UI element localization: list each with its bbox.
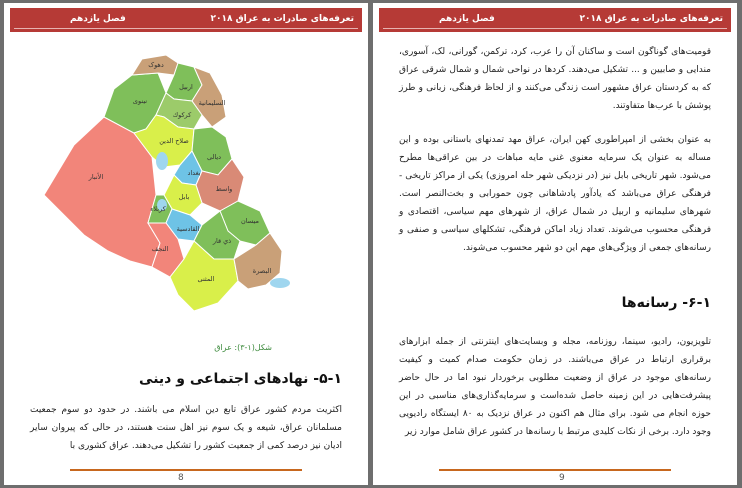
section-heading: ۵-۱- نهادهای اجتماعی و دینی bbox=[139, 371, 342, 387]
iraq-map bbox=[34, 45, 324, 331]
label-baghdad: بغداد bbox=[187, 169, 201, 177]
left-page bbox=[4, 3, 368, 485]
body-paragraph-3: تلویزیون، رادیو، سینما، روزنامه، مجله و وبسایت‌های اینترنتی از جمله ابزارهای برقراری ارتباط در عراق می‌باشند. در زمان حکومت صدام کمیت و کیفیت رسانه‌های موجود در عراق از وضعیت مطلوبی برخوردار نبود اما در حال حاضر پیشرفت‌هایی در این زمینه حاصل شده‌است و سرمایه‌گذاری‌های مناسبی در این حوزه انجام می شود. برای مثال هم اکنون در عراق نزدیک به ۸۰ ایستگاه رادیویی وجود دارد. برخی از نکات کلیدی مرتبط با رسانه‌ها در کشور عراق شامل موارد زیر bbox=[399, 337, 711, 437]
header-title: تعرفه‌های صادرات به عراق ۲۰۱۸ bbox=[579, 14, 723, 24]
label-babil: بابل bbox=[178, 193, 190, 201]
header-rule bbox=[383, 28, 727, 29]
label-anbar: الأنبار bbox=[88, 173, 104, 181]
label-maysan: ميسان bbox=[241, 217, 259, 225]
gulf-water bbox=[270, 278, 290, 288]
label-kirkuk: كركوك bbox=[172, 111, 192, 119]
label-basra: البصرة bbox=[252, 267, 272, 275]
label-dhiqar: ذي قار bbox=[212, 237, 232, 245]
body-paragraph-1: قومیت‌های گوناگون است و ساکنان آن را عرب، کرد، ترکمن، گورانی، لک، آسوری، مندایی و صابیین و ... تشکیل می‌دهند. کردها در نواحی شمال و شمال شرقی عراق که به کردستان عراق مشهور است زندگی می‌کنند و از لحاظ فرهنگی، زبانی و طرز پوشش با عرب‌ها متفاوتند. bbox=[399, 47, 711, 111]
figure-caption: شكل(۱-۳): عراق bbox=[214, 343, 272, 352]
lake-tharthar bbox=[156, 152, 168, 170]
page-header bbox=[10, 8, 362, 32]
body-paragraph-2: به عنوان بخشی از امپراطوری کهن ایران، عراق مهد تمدنهای باستانی بوده و این مساله به عنوان یک سرمایه معنوی غنی مایه مباهات در بین عراقی‌ها مطرح می‌شود. شهر تاریخی بابل نیز (در نزدیکی شهر حله امروزی) یکی از مراکز تاریخی - فرهنگی عراق می‌باشد که یادآور پادشاهانی چون حمورابی و بخت‌النصر است. شهرهای سلیمانیه و اربیل در شمال عراق، از شهرهای مهم سیاسی، اقتصادی و فرهنگی محسوب می‌شوند. تعداد زیاد اماکن فرهنگی، تشکلهای سیاسی و صنفی و رسانه‌های جمعی از ویژگی‌های مهم این دو شهر محسوب می‌شوند. bbox=[399, 135, 711, 253]
footer-rule bbox=[70, 469, 302, 471]
label-qadisiyyah: القادسية bbox=[176, 225, 200, 233]
footer-rule bbox=[439, 469, 671, 471]
label-najaf: النجف bbox=[151, 245, 169, 253]
label-ninawa: نینوی bbox=[132, 97, 148, 105]
header-rule bbox=[14, 28, 358, 29]
header-title: تعرفه‌های صادرات به عراق ۲۰۱۸ bbox=[210, 14, 354, 24]
header-chapter: فصل یازدهم bbox=[439, 14, 495, 24]
label-diyala: ديالى bbox=[206, 153, 222, 161]
body-paragraph: اکثریت مردم کشور عراق تابع دین اسلام می باشند. در حدود دو سوم جمعیت مسلمانان عراق، شیعه و یک سوم نیز اهل سنت هستند، در حالی که پیروان سایر ادیان نیز درصد کمی از جمعیت کشور را تشکیل می‌دهند. عراق کشوری با bbox=[30, 405, 342, 451]
label-erbil: اربیل bbox=[179, 83, 193, 91]
page-number: 9 bbox=[559, 473, 565, 483]
label-muthanna: المثنى bbox=[197, 275, 215, 283]
label-salahaddin: صلاح الدين bbox=[159, 137, 189, 145]
right-page bbox=[373, 3, 737, 485]
page-header bbox=[379, 8, 731, 32]
label-duhok: دهوک bbox=[148, 61, 164, 69]
section-heading: ۶-۱- رسانه‌ها bbox=[621, 295, 711, 311]
page-number: 8 bbox=[178, 473, 184, 483]
label-karbala: كربلاء bbox=[150, 205, 166, 213]
label-sulaymaniyah: السلیمانیة bbox=[198, 99, 226, 107]
header-chapter: فصل یازدهم bbox=[70, 14, 126, 24]
label-wasit: واسط bbox=[215, 185, 233, 193]
